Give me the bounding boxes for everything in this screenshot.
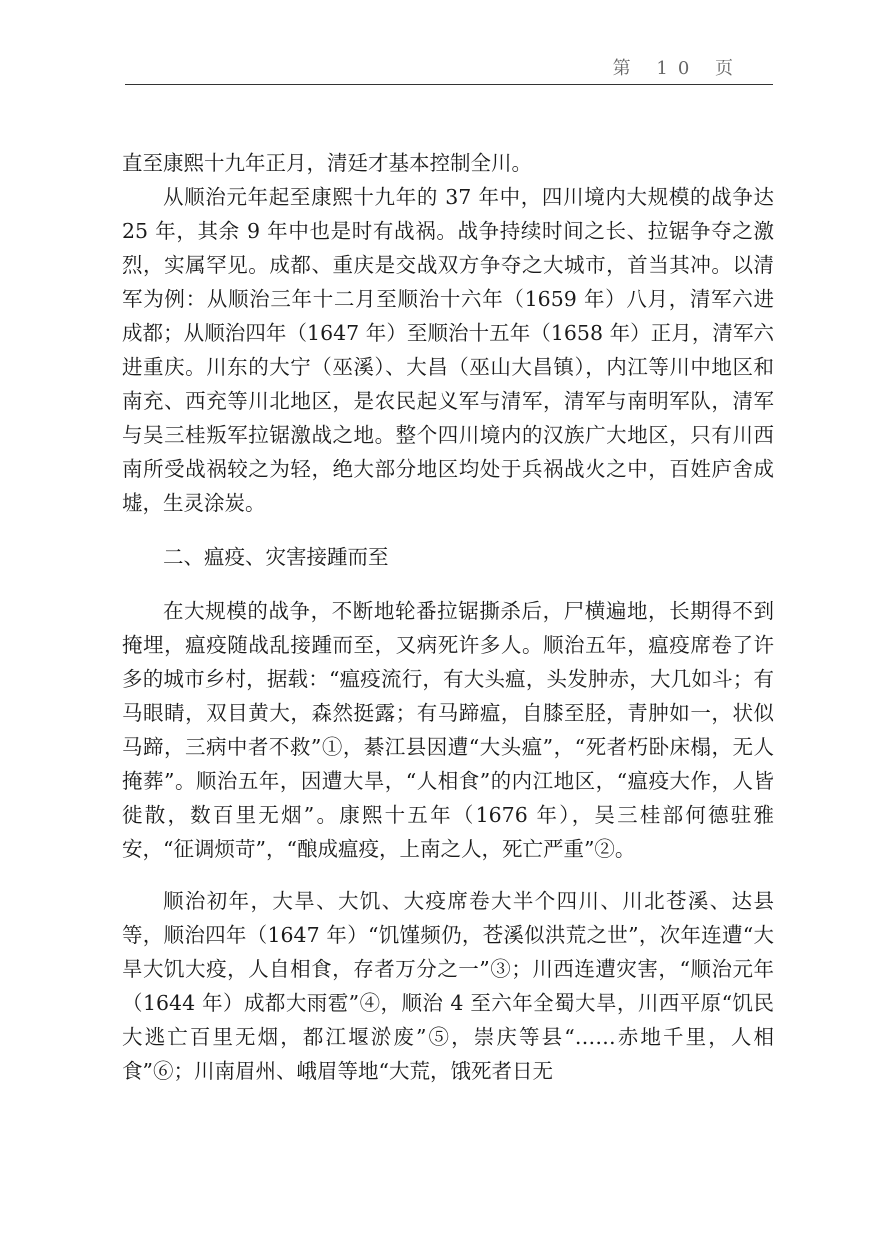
paragraph-war-duration: 从顺治元年起至康熙十九年的 37 年中，四川境内大规模的战争达 25 年，其余 9 年中也是时有战祸。战争持续时间之长、拉锯争夺之激烈，实属罕见。成都、重庆是交战双方争夺之大城市，首当其冲。以清军为例：从顺治三年十二月至顺治十六年（1659 年）八月，清军六进成都；从顺治四年（1647 年）至顺治十五年（1658 年）正月，清军六进重庆。川东的大宁（巫溪）、大昌（巫山大昌镇），内江等川中地区和南充、西充等川北地区，是农民起义军与清军，清军与南明军队，清军与吴三桂叛军拉锯激战之地。整个四川境内的汉族广大地区，只有川西南所受战祸较之为轻，绝大部分地区均处于兵祸战火之中，百姓庐舍成墟，生灵涂炭。 [122,185,781,515]
section-heading: 二、瘟疫、灾害接踵而至 [163,545,389,569]
paragraph-continuation: 直至康熙十九年正月，清廷才基本控制全川。 [122,151,532,175]
page-header [125,52,773,85]
paragraph-famine: 顺治初年，大旱、大饥、大疫席卷大半个四川、川北苍溪、达县等，顺治四年（1647 年）“饥馑频仍，苍溪似洪荒之世”，次年连遭“大旱大饥大疫，人自相食，存者万分之一”③；川西连遭灾害，“顺治元年（1644 年）成都大雨雹”④，顺治 4 至六年全蜀大旱，川西平原“饥民大逃亡百里无烟，都江堰淤废”⑤，崇庆等县“……赤地千里，人相食”⑥；川南眉州、峨眉等地“大荒，饿死者日无 [122,889,774,1083]
document-body [122,146,781,1088]
page-number: 第 10 页 [612,58,743,79]
paragraph-plague: 在大规模的战争，不断地轮番拉锯撕杀后，尸横遍地，长期得不到掩埋，瘟疫随战乱接踵而至，又病死许多人。顺治五年，瘟疫席卷了许多的城市乡村，据载：“瘟疫流行，有大头瘟，头发肿赤，大几如斗；有马眼睛，双目黄大，森然挺露；有马蹄瘟，自膝至胫，青肿如一，状似马蹄，三病中者不救”①，綦江县因遭“大头瘟”，“死者朽卧床榻，无人掩葬”。顺治五年，因遭大旱，“人相食”的内江地区，“瘟疫大作，人皆徙散，数百里无烟”。康熙十五年（1676 年），吴三桂部何德驻雅安，“征调烦苛”，“酿成瘟疫，上南之人，死亡严重”②。 [122,599,774,861]
